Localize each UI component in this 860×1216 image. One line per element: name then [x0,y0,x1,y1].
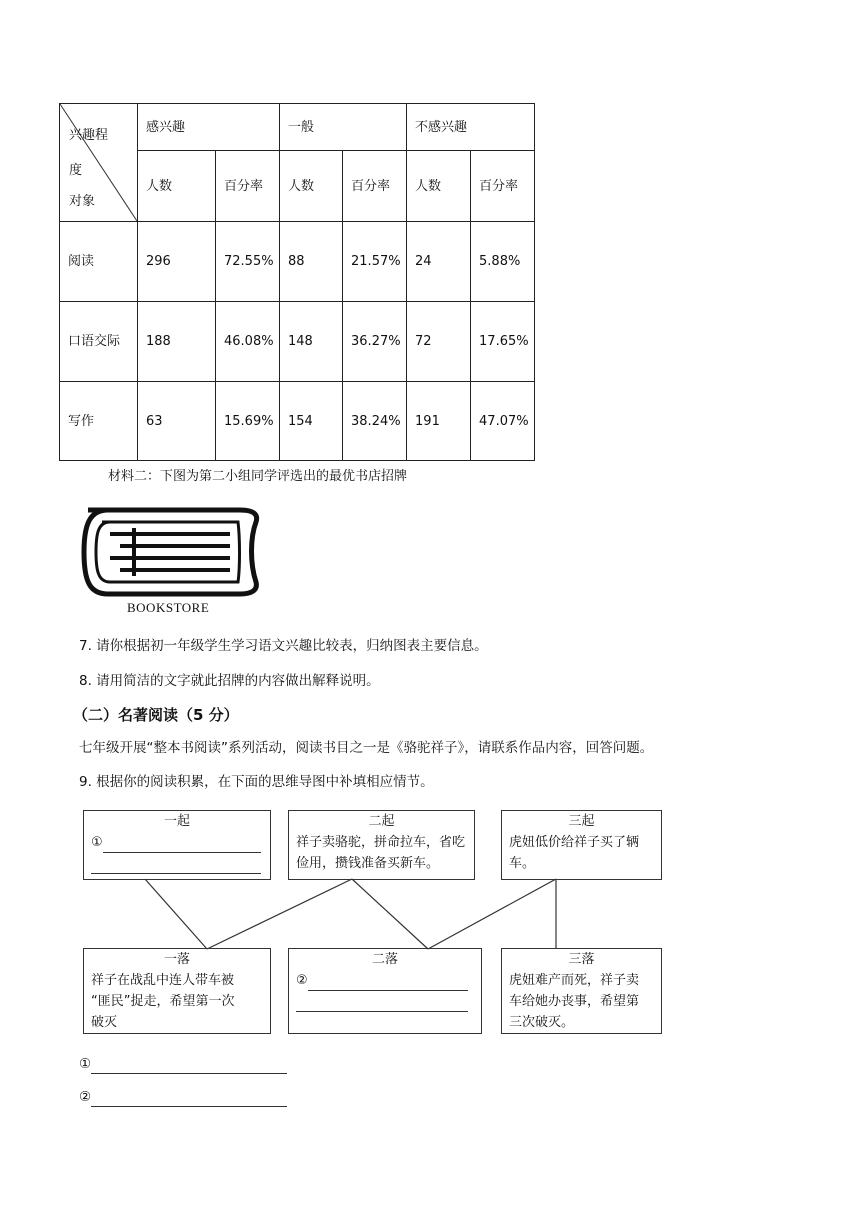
table-cell: 72.55% [216,222,280,302]
corner-label-line2: 度 [69,163,83,178]
blank-marker-1: ① [91,835,103,850]
question-8: 8. 请用简洁的文字就此招牌的内容做出解释说明。 [79,673,380,689]
activity-intro: 七年级开展“整本书阅读”系列活动，阅读书目之一是《骆驼祥子》，请联系作品内容，回答问题。 [79,740,654,756]
blank-line[interactable] [296,997,468,1012]
answer-input-2[interactable] [91,1092,287,1107]
corner-label-line3: 对象 [69,194,96,209]
table-cell: 154 [280,382,343,461]
group-header-average: 一般 [280,104,407,151]
blank-line[interactable] [308,976,468,991]
answer-marker-2: ② [79,1089,92,1105]
mindmap-fall-1-text: “匪民”捉走，希望第一次 [91,994,235,1009]
mindmap-rise-2-text: 祥子卖骆驼，拼命拉车，省吃 [296,835,466,850]
table-cell: 63 [138,382,216,461]
answer-input-1[interactable] [91,1059,287,1074]
sub-header: 百分率 [216,151,280,222]
answer-marker-1: ① [79,1056,92,1072]
mindmap-fall-1-text: 祥子在战乱中连人带车被 [91,973,235,988]
table-cell: 296 [138,222,216,302]
table-cell: 188 [138,302,216,382]
answer-line-1 [79,1054,287,1074]
row-subject: 阅读 [60,222,138,302]
sub-header: 人数 [280,151,343,222]
mindmap-rise-2-title: 二起 [368,814,395,829]
mindmap-rise-3-title: 三起 [568,814,595,829]
blank-line[interactable] [103,838,261,853]
table-cell: 47.07% [471,382,535,461]
mindmap-fall-3-title: 三落 [568,952,595,967]
group-header-not-interested: 不感兴趣 [407,104,535,151]
table-cell: 15.69% [216,382,280,461]
question-9: 9. 根据你的阅读积累，在下面的思维导图中补填相应情节。 [79,774,434,790]
row-subject: 口语交际 [60,302,138,382]
table-cell: 191 [407,382,471,461]
group-header-interested: 感兴趣 [138,104,280,151]
sub-header: 百分率 [343,151,407,222]
table-cell: 5.88% [471,222,535,302]
mindmap-fall-2-title: 二落 [371,952,398,967]
mindmap-fall-1-text: 破灭 [91,1015,118,1030]
table-cell: 46.08% [216,302,280,382]
table-cell: 17.65% [471,302,535,382]
mindmap-rise-3 [501,810,662,880]
mindmap-rise-3-text: 虎妞低价给祥子买了辆 [509,835,640,850]
mindmap-fall-1 [83,948,271,1034]
section-title-classics: （二）名著阅读（5 分） [73,706,239,724]
mindmap-rise-2 [288,810,475,880]
mindmap-fall-3-text: 虎妞难产而死，祥子卖 [509,973,640,988]
material-two-caption: 材料二：下图为第二小组同学评选出的最优书店招牌 [108,469,408,484]
mindmap-rise-1-title: 一起 [163,814,190,829]
answer-line-2 [79,1087,287,1107]
table-cell: 38.24% [343,382,407,461]
mindmap-rise-2-text: 俭用，攒钱准备买新车。 [296,856,440,871]
table-cell: 88 [280,222,343,302]
sub-header: 人数 [138,151,216,222]
mindmap-fall-3-text: 车给她办丧事，希望第 [509,994,640,1009]
table-cell: 36.27% [343,302,407,382]
blank-line[interactable] [91,859,261,874]
sub-header: 人数 [407,151,471,222]
table-cell: 72 [407,302,471,382]
table-cell: 21.57% [343,222,407,302]
table-cell: 148 [280,302,343,382]
table-cell: 24 [407,222,471,302]
mindmap-fall-1-title: 一落 [163,952,190,967]
corner-label-line1: 兴趣程 [69,128,109,143]
mindmap-rise-3-text: 车。 [509,856,536,871]
bookstore-logo-caption: BOOKSTORE [127,600,210,615]
blank-marker-2: ② [296,973,308,988]
mindmap-fall-3 [501,948,662,1034]
mindmap-fall-2 [288,948,482,1034]
mindmap-rise-1 [83,810,271,880]
sub-header: 百分率 [471,151,535,222]
row-subject: 写作 [60,382,138,461]
question-7: 7. 请你根据初一年级学生学习语文兴趣比较表，归纳图表主要信息。 [79,638,488,654]
mindmap-fall-3-text: 三次破灭。 [509,1015,575,1030]
